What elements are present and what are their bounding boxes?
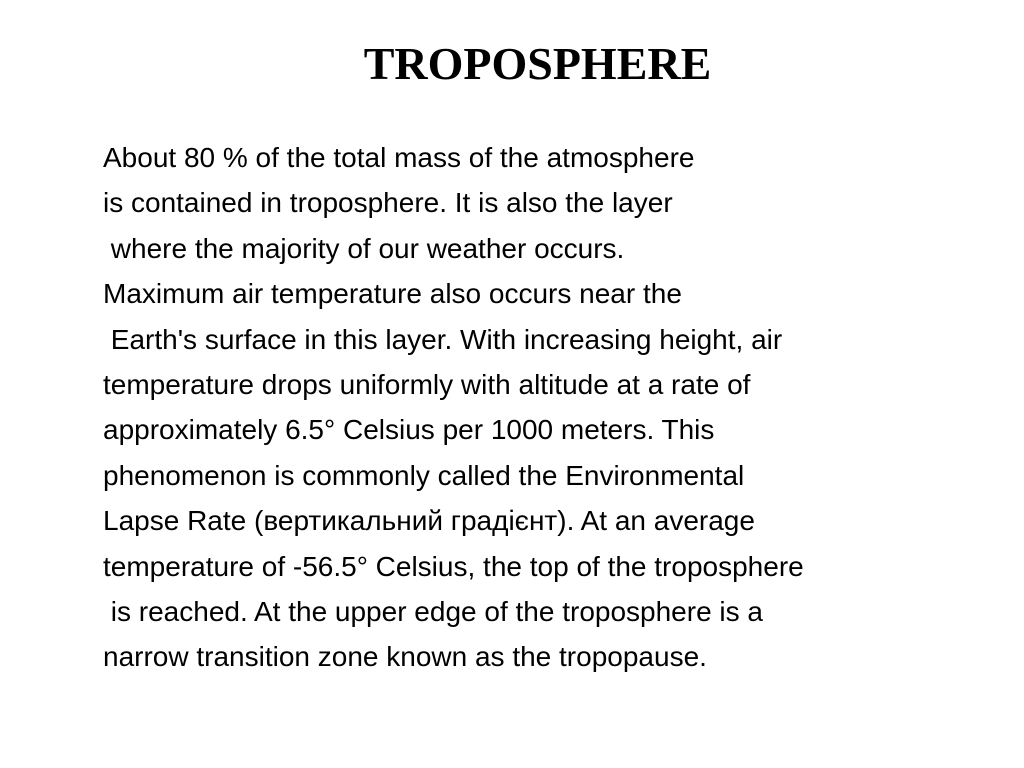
text-line: where the majority of our weather occurs. xyxy=(103,232,625,264)
text-line: temperature drops uniformly with altitude at a rate of xyxy=(103,369,751,401)
text-line: Maximum air temperature also occurs near the xyxy=(103,278,682,310)
slide-body-text xyxy=(103,135,983,680)
text-line: temperature of -56.5° Celsius, the top of the troposphere xyxy=(103,550,804,582)
text-line: narrow transition zone known as the tropopause. xyxy=(103,641,707,673)
text-line: Earth's surface in this layer. With increasing height, air xyxy=(103,323,783,355)
slide-title: TROPOSPHERE xyxy=(363,38,712,89)
text-line: Lapse Rate (вертикальний градієнт). At an average xyxy=(103,505,755,537)
text-line: is reached. At the upper edge of the troposphere is a xyxy=(103,596,763,628)
text-line: About 80 % of the total mass of the atmosphere xyxy=(103,142,695,173)
text-line: is contained in troposphere. It is also the layer xyxy=(103,187,673,219)
text-line: phenomenon is commonly called the Environmental xyxy=(103,459,745,491)
text-line: approximately 6.5° Celsius per 1000 meters. This xyxy=(103,414,715,446)
